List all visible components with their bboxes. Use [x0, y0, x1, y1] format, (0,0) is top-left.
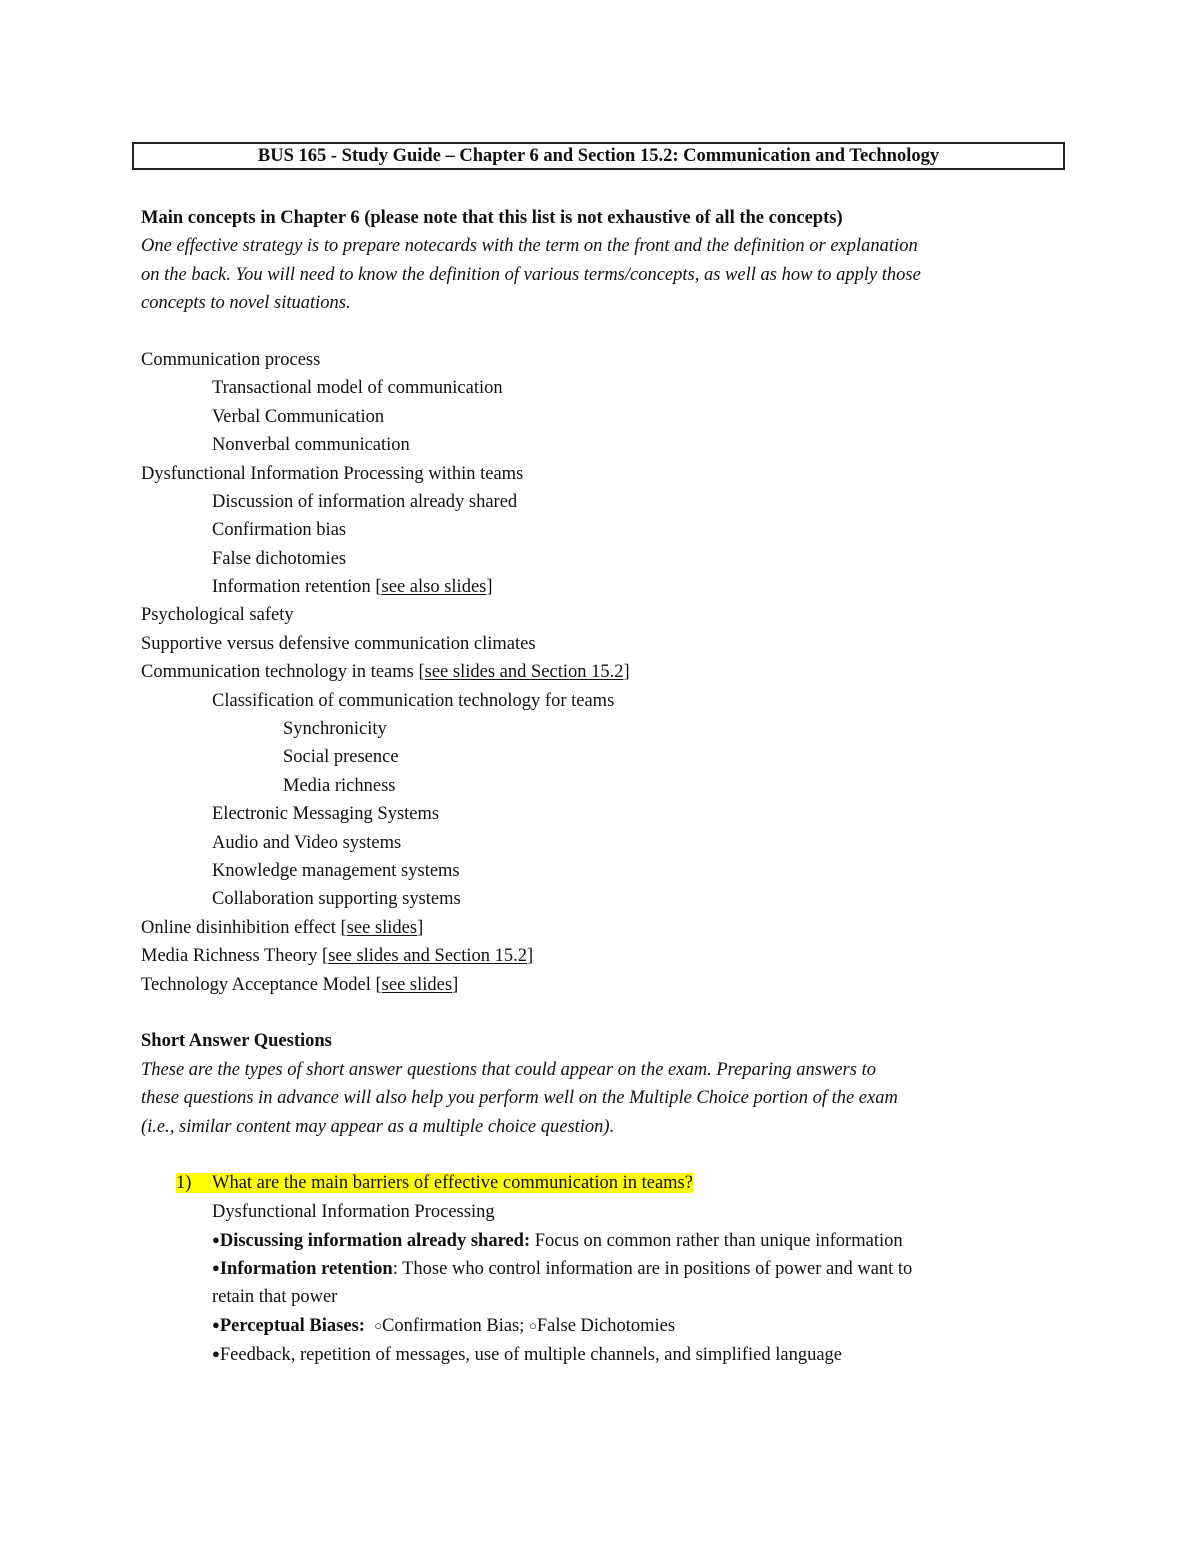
concept-item: Electronic Messaging Systems [212, 804, 440, 825]
short-answer-heading: Short Answer Questions [141, 1031, 332, 1052]
question-1-highlight [176, 1173, 693, 1193]
concept-item-label: Information retention [212, 577, 371, 598]
answer-bullet-text: Focus on common rather than unique information [530, 1231, 903, 1252]
concepts-heading: Main concepts in Chapter 6 (please note that this list is not exhaustive of all the concepts) [141, 208, 843, 228]
answer-sub-item: Confirmation Bias; [382, 1316, 525, 1337]
bullet-icon: ● [212, 1345, 220, 1361]
concept-item: Information retention [see also slides] [212, 577, 493, 598]
hollow-bullet-icon: ○ [529, 1318, 537, 1334]
concept-item-label: Media Richness Theory [141, 946, 318, 967]
short-answer-intro-line: these questions in advance will also help you perform well on the Multiple Choice portion of the exam [141, 1088, 898, 1109]
concept-item: Audio and Video systems [212, 832, 402, 853]
concept-item: Media richness [283, 775, 396, 796]
document-title: BUS 165 - Study Guide – Chapter 6 and Section 15.2: Communication and Technology [132, 142, 1065, 170]
concept-item: Transactional model of communication [212, 378, 503, 399]
concept-item: False dichotomies [212, 548, 347, 569]
concept-item: Media Richness Theory [see slides and Section 15.2] [141, 946, 534, 967]
question-1 [141, 1169, 1071, 1197]
slides-section-reference: see slides and Section 15.2 [328, 946, 528, 967]
answer-bullet [141, 1311, 1071, 1339]
concepts-intro-line: One effective strategy is to prepare notecards with the term on the front and the definition or explanation [141, 236, 918, 257]
question-text: What are the main barriers of effective communication in teams? [212, 1173, 693, 1194]
concept-item-label: Communication technology in teams [141, 662, 414, 683]
answer-bullet [141, 1226, 1071, 1254]
concepts-intro-line: concepts to novel situations. [141, 293, 351, 314]
concept-item: Dysfunctional Information Processing within teams [141, 463, 524, 484]
concept-item: Verbal Communication [212, 406, 385, 427]
answer-continuation: retain that power [212, 1286, 338, 1307]
concept-item: Knowledge management systems [212, 860, 460, 881]
concept-item: Online disinhibition effect [see slides] [141, 917, 424, 938]
concept-item: Psychological safety [141, 605, 294, 626]
concept-item: Nonverbal communication [212, 435, 410, 456]
concept-item: Communication technology in teams [see slides and Section 15.2] [141, 662, 630, 683]
concept-item: Collaboration supporting systems [212, 889, 461, 910]
concept-item-label: Technology Acceptance Model [141, 974, 371, 995]
concept-item: Classification of communication technology for teams [212, 690, 615, 711]
answer-bullet-text: Feedback, repetition of messages, use of multiple channels, and simplified language [219, 1344, 843, 1365]
short-answer-intro-line: (i.e., similar content may appear as a multiple choice question). [141, 1116, 615, 1137]
answer-bullet-term: Information retention [219, 1259, 393, 1280]
concept-item: Social presence [283, 747, 399, 768]
bullet-icon: ● [212, 1232, 220, 1248]
answer-bullet-text: : Those who control information are in positions of power and want to [392, 1259, 913, 1280]
bullet-icon: ● [212, 1317, 220, 1333]
concept-item: Supportive versus defensive communication climates [141, 633, 536, 654]
answer-bullet [141, 1340, 1071, 1368]
document-body [141, 204, 1071, 1368]
see-also-slides-reference: see also slides [381, 577, 487, 598]
short-answer-intro-line: These are the types of short answer questions that could appear on the exam. Preparing answers to [141, 1059, 876, 1080]
slides-section-reference: see slides and Section 15.2 [424, 662, 624, 683]
question-number: 1) [176, 1173, 192, 1194]
answer-sub-item: False Dichotomies [536, 1316, 676, 1337]
concept-item: Discussion of information already shared [212, 491, 518, 512]
concept-item-label: Online disinhibition effect [141, 917, 336, 938]
concept-item: Synchronicity [283, 719, 387, 740]
answer-bullet [141, 1254, 1071, 1282]
see-slides-reference: see slides [381, 974, 453, 995]
hollow-bullet-icon: ○ [374, 1318, 383, 1334]
answer-heading: Dysfunctional Information Processing [212, 1201, 495, 1222]
see-slides-reference: see slides [346, 917, 418, 938]
answer-bullet-term: Discussing information already shared: [219, 1231, 531, 1252]
bullet-icon: ● [212, 1260, 220, 1276]
concept-item: Technology Acceptance Model [see slides] [141, 974, 459, 995]
concept-item: Communication process [141, 349, 321, 370]
concepts-intro-line: on the back. You will need to know the definition of various terms/concepts, as well as how to apply those [141, 264, 921, 285]
answer-bullet-term: Perceptual Biases: [219, 1316, 365, 1337]
concept-item: Confirmation bias [212, 520, 347, 541]
